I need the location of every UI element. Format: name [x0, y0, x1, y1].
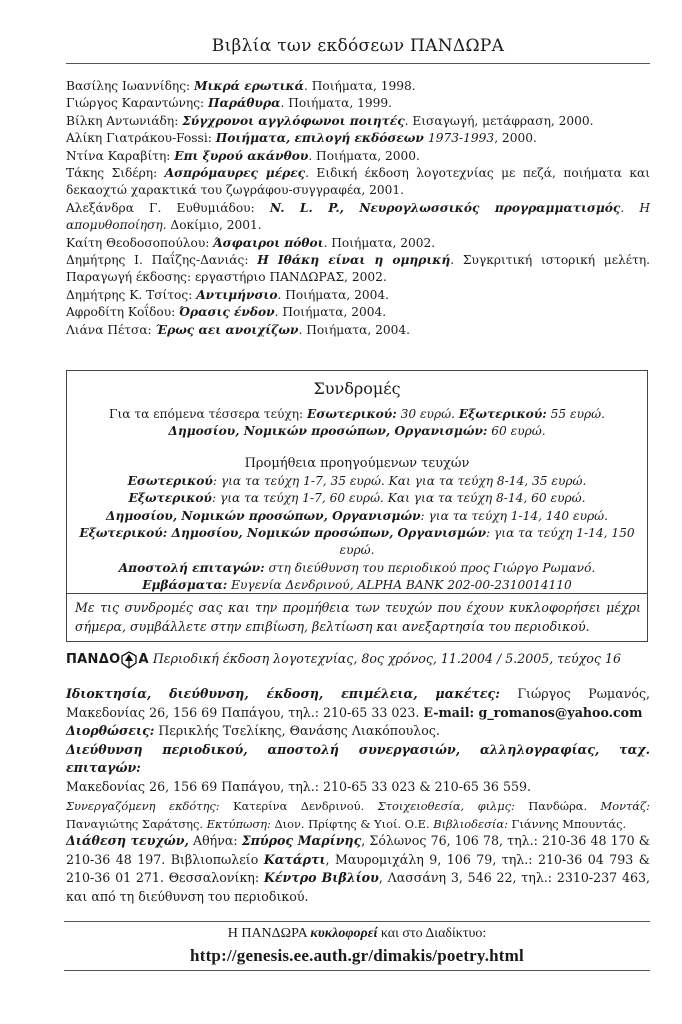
book-title: Επι ξυρού ακάνθου — [174, 148, 309, 163]
distribution: Διάθεση τευχών, Αθήνα: Σπύρος Μαρίνης, Σόλωνος 76, 106 78, τηλ.: 210-36 48 170 & 210-36 48 197. Βιβλιοπωλείο Κατάρτι, Μαυρομιχάλη 9, 106 79, τηλ.: 210-36 04 793 & 210-36 01 271. Θεσσαλονίκη: Κέντρο Βιβλίου, Λασσάνη 3, 546 22, τηλ.: 2310-237 463, και από τη διεύθυνση του περιοδικού. — [66, 833, 651, 904]
book-list — [66, 78, 650, 339]
imprint — [66, 685, 650, 833]
book-entry: Δημήτρης Κ. Τσίτος: Αντιμήνσιο. Ποιήματα, 2004. — [66, 287, 390, 302]
subscriptions-closing-note: Με τις συνδρομές σας και την προμήθεια των τευχών που έχουν κυκλοφορήσει μέχρι σήμερα, συμβάλλετε στην επιβίωση, βελτίωση και ανεξαρτησία του περιοδικού. — [75, 600, 641, 634]
subscriptions-box — [66, 370, 648, 642]
book-title: Έρως αει ανοιχίζων — [155, 322, 299, 337]
ownership-line: Ιδιοκτησία, διεύθυνση, έκδοση, επιμέλεια, μακέτες: Γιώργος Ρωμανός, Μακεδονίας 26, 156 69 Παπάγου, τηλ.: 210-65 33 023. E-mail: g_romanos@yahoo.com — [66, 686, 650, 720]
back-issue-row: Εξωτερικού: για τα τεύχη 1-7, 60 ευρώ. Και για τα τεύχη 8-14, 60 ευρώ. — [128, 491, 586, 506]
running-head-title: Βιβλία των εκδόσεων ΠΑΝΔΩΡΑ — [211, 36, 505, 56]
subscriptions-title: Συνδρομές — [313, 379, 401, 398]
back-issue-row: Δημοσίου, Νομικών προσώπων, Οργανισμών: για τα τεύχη 1-14, 140 ευρώ. — [106, 508, 608, 523]
book-entry: Βίλκη Αντωνιάδη: Σύγχρονοι αγγλόφωνοι ποιητές. Εισαγωγή, μετάφραση, 2000. — [66, 113, 594, 128]
email-link[interactable]: E-mail: g_romanos@yahoo.com — [423, 704, 643, 720]
proofreading-line: Διορθώσεις: Περικλής Τσελίκης, Θανάσης Λιακόπουλος. — [66, 723, 440, 739]
footer-rule-bottom — [64, 970, 650, 971]
book-entry: Ντίνα Καραβίτη: Επι ξυρού ακάνθου. Ποιήματα, 2000. — [66, 148, 420, 163]
book-title: Η Ιθάκη είναι η ομηρική — [257, 253, 451, 268]
pandora-logo: ΠΑΝΔΟ Α — [66, 652, 149, 667]
book-entry: Αλίκη Γιατράκου-Fossi: Ποιήματα, επιλογή εκδόσεων 1973-1993, 2000. — [66, 131, 537, 146]
pandora-logo-icon — [121, 651, 137, 669]
back-issue-row: Εσωτερικού: για τα τεύχη 1-7, 35 ευρώ. Και για τα τεύχη 8-14, 35 ευρώ. — [127, 473, 587, 488]
address-line: Διεύθυνση περιοδικού, αποστολή συνεργασιών, αλληλογραφίας, ταχ. επιταγών: Μακεδονίας 26, 156 69 Παπάγου, τηλ.: 210-65 33 023 & 210-65 36 559. — [66, 741, 650, 794]
issue-info: Περιοδική έκδοση λογοτεχνίας, 8ος χρόνος, 11.2004 / 5.2005, τεύχος 16 — [152, 651, 621, 666]
web-notice: Η ΠΑΝΔΩΡΑ κυκλοφορεί και στο Διαδίκτυο: http://genesis.ee.auth.gr/dimakis/poetry.html — [64, 924, 650, 968]
book-title: Ποιήματα, επιλογή εκδόσεων — [215, 131, 429, 146]
footer-rule-top — [64, 921, 650, 922]
header-rule — [66, 63, 650, 64]
book-title: Σύγχρονοι αγγλόφωνοι ποιητές — [182, 113, 405, 128]
bank-transfer-row: Εμβάσματα: Ευγενία Δενδρινού, ALPHA BANK 202-00-2310014110 — [142, 578, 572, 593]
book-entry: Γιώργος Καραντώνης: Παράθυρα. Ποιήματα, 1999. — [66, 96, 393, 111]
back-issue-row: Εξωτερικού: Δημοσίου, Νομικών προσώπων, Οργανισμών: για τα τεύχη 1-14, 150 ευρώ. — [79, 526, 635, 558]
book-entry: Αλεξάνδρα Γ. Ευθυμιάδου: N. L. P., Νευρογλωσσικός προγραμματισμός. Η απομυθοποίηση. Δοκίμιο, 2001. — [66, 200, 650, 233]
book-title: Όρασις ένδον — [179, 305, 275, 320]
back-issues-list — [67, 473, 647, 595]
next-issues-prices: Για τα επόμενα τέσσερα τεύχη: Εσωτερικού: 30 ευρώ. Εξωτερικού: 55 ευρώ. Δημοσίου, Νομικών προσώπων, Οργανισμών: 60 ευρώ. — [109, 407, 605, 439]
back-issues-title: Προμήθεια προηγούμενων τευχών — [244, 455, 470, 471]
book-entry: Καίτη Θεοδοσοπούλου: Άσφαιροι πόθοι. Ποιήματα, 2002. — [66, 235, 436, 250]
book-entry: Τάκης Σιδέρη: Ασπρόμαυρες μέρες. Ειδική έκδοση λογοτεχνίας με πεζά, ποιήματα και δεκαοχτώ χαρακτικά του ζωγράφου-συγγραφέα, 2001. — [66, 166, 650, 198]
credits-line: Συνεργαζόμενη εκδότης: Κατερίνα Δενδρινού. Στοιχειοθεσία, φιλμς: Πανδώρα. Μοντάζ: Παναγιώτης Σαράτσης. Εκτύπωση: Διον. Πρίφτης & Υιοί. Ο.Ε. Βιβλιοδεσία: Γιάννης Μπουντάς. — [66, 798, 650, 831]
book-title: Μικρά ερωτικά — [194, 79, 305, 93]
book-entry: Βασίλης Ιωαννίδης: Μικρά ερωτικά. Ποιήματα, 1998. — [66, 79, 416, 93]
colophon — [66, 650, 650, 669]
book-entry: Δημήτρης Ι. Παΐζης-Δανιάς: Η Ιθάκη είναι η ομηρική. Συγκριτική ιστορική μελέτη. Παραγωγή έκδοσης: εργαστήριο ΠΑΝΔΩΡΑΣ, 2002. — [66, 253, 650, 285]
box-divider — [67, 593, 647, 594]
book-entry: Αφροδίτη Κοΐδου: Όρασις ένδον. Ποιήματα, 2004. — [66, 305, 387, 320]
book-title: Παράθυρα — [208, 96, 281, 111]
book-title: Ασπρόμαυρες μέρες — [164, 166, 306, 181]
cheques-row: Αποστολή επιταγών: στη διεύθυνση του περιοδικού προς Γιώργο Ρωμανό. — [118, 560, 596, 575]
book-entry: Λιάνα Πέτσα: Έρως αει ανοιχίζων. Ποιήματα, 2004. — [66, 322, 411, 337]
website-url-link[interactable]: http://genesis.ee.auth.gr/dimakis/poetry.html — [190, 946, 524, 965]
book-title: Αντιμήνσιο — [196, 287, 278, 302]
book-title: N. L. P., Νευρογλωσσικός προγραμματισμός — [269, 200, 621, 215]
book-title: Άσφαιροι πόθοι — [213, 235, 324, 250]
